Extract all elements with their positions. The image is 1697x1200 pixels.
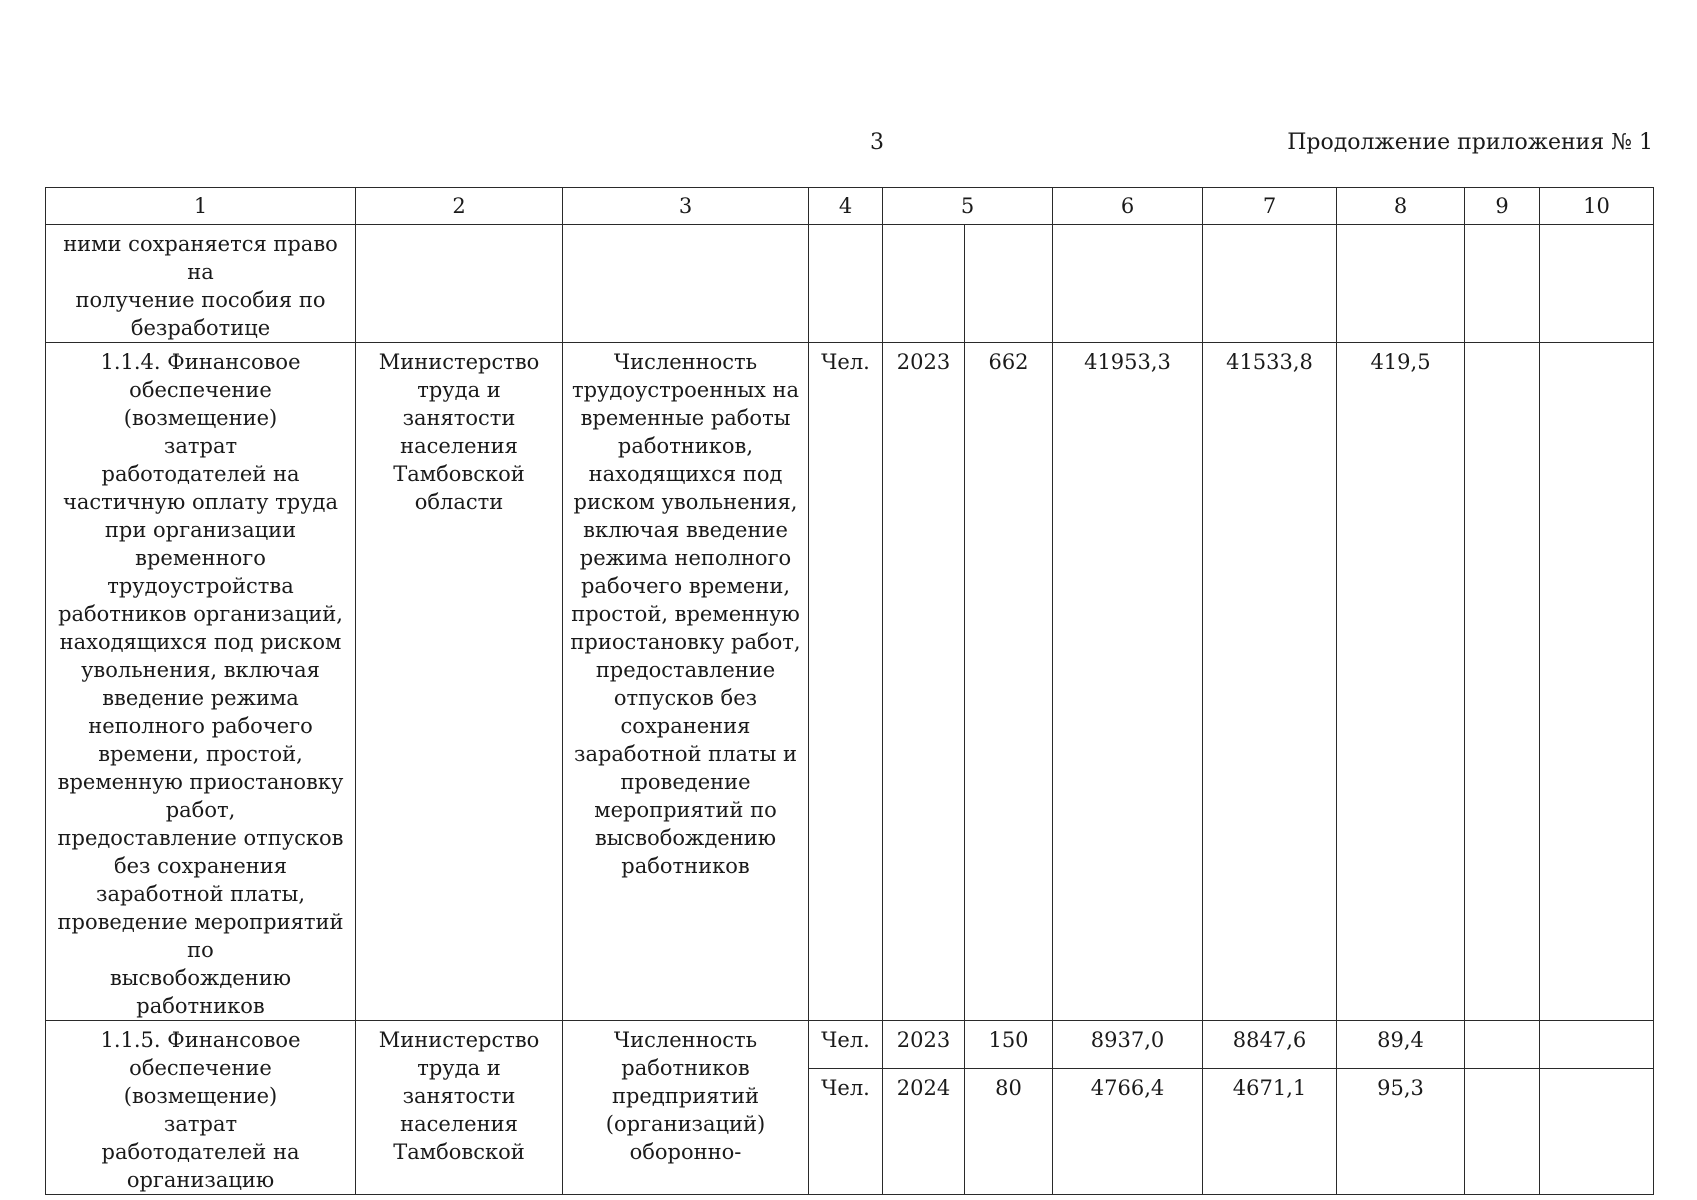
text-line: работников xyxy=(621,854,750,878)
text-line: предприятий xyxy=(611,1084,760,1108)
unit-cell: Чел. xyxy=(809,1021,883,1069)
empty-cell xyxy=(883,225,965,343)
col8-value-cell: 89,4 xyxy=(1337,1021,1465,1069)
measure-description-cell xyxy=(46,343,356,1021)
text-line: временную приостановку xyxy=(57,770,344,794)
col6-value-cell: 8937,0 xyxy=(1053,1021,1203,1069)
empty-cell xyxy=(1540,225,1654,343)
header-cell: 3 xyxy=(563,188,809,225)
text-line: обеспечение (возмещение) xyxy=(123,1056,278,1108)
text-line: затрат xyxy=(163,434,238,458)
empty-cell xyxy=(563,225,809,343)
executor-cell xyxy=(356,1021,563,1195)
header-cell: 8 xyxy=(1337,188,1465,225)
empty-cell xyxy=(1465,225,1540,343)
text-line: предоставление xyxy=(595,658,776,682)
unit-cell: Чел. xyxy=(809,1069,883,1195)
text-line: работодателей на xyxy=(101,1140,300,1164)
col7-value-cell: 41533,8 xyxy=(1203,343,1337,1021)
empty-cell xyxy=(1540,1021,1654,1069)
table-row-continuation xyxy=(46,225,1654,343)
header-cell: 4 xyxy=(809,188,883,225)
data-table xyxy=(45,187,1654,1195)
text-line: Численность xyxy=(613,350,758,374)
text-line: включая введение xyxy=(583,518,788,542)
text-line: проведение мероприятий xyxy=(57,910,344,934)
text-line: организацию xyxy=(126,1168,275,1192)
empty-cell xyxy=(1337,225,1465,343)
text-line: работников, xyxy=(617,434,754,458)
text-line: затрат xyxy=(163,1112,238,1136)
year-cell: 2023 xyxy=(883,343,965,1021)
empty-cell xyxy=(1540,1069,1654,1195)
header-cell: 9 xyxy=(1465,188,1540,225)
year-cell: 2024 xyxy=(883,1069,965,1195)
year-cell: 2023 xyxy=(883,1021,965,1069)
col7-value-cell: 4671,1 xyxy=(1203,1069,1337,1195)
col8-value-cell: 419,5 xyxy=(1337,343,1465,1021)
text-line: Министерство xyxy=(378,350,540,374)
text-line: введение режима xyxy=(102,686,299,710)
text-line: увольнения, включая xyxy=(81,658,320,682)
text-line: заработной платы и xyxy=(573,742,797,766)
table-row-1-1-4 xyxy=(46,343,1654,1021)
executor-cell xyxy=(356,343,563,1021)
text-line: работодателей на xyxy=(101,462,300,486)
header-row xyxy=(46,188,1654,225)
empty-cell xyxy=(809,225,883,343)
header-cell: 5 xyxy=(883,188,1053,225)
appendix-label: Продолжение приложения № 1 xyxy=(1287,130,1653,155)
text-line: отпусков без xyxy=(613,686,758,710)
text-line: находящихся под xyxy=(588,462,783,486)
measure-description-cell xyxy=(46,1021,356,1195)
text-line: (организаций) xyxy=(605,1112,766,1136)
text-line: работ, xyxy=(165,798,236,822)
col7-value-cell: 8847,6 xyxy=(1203,1021,1337,1069)
text-line: предоставление отпусков xyxy=(57,826,344,850)
text-line: населения xyxy=(400,1112,518,1136)
text-line: населения xyxy=(400,434,518,458)
text-line: приостановку работ, xyxy=(570,630,801,654)
count-cell: 662 xyxy=(965,343,1053,1021)
text-line: занятости xyxy=(402,1084,516,1108)
text-line: области xyxy=(414,490,504,514)
header-cell: 1 xyxy=(46,188,356,225)
text-line: Министерство xyxy=(378,1028,540,1052)
text-line: режима неполного xyxy=(579,546,792,570)
text-line: временные работы xyxy=(580,406,791,430)
measure-description-cell xyxy=(46,225,356,343)
text-line: простой, временную xyxy=(571,602,800,626)
count-cell: 80 xyxy=(965,1069,1053,1195)
header-cell: 2 xyxy=(356,188,563,225)
text-line: 1.1.4. Финансовое xyxy=(100,350,301,374)
empty-cell xyxy=(1465,343,1540,1021)
text-line: занятости xyxy=(402,406,516,430)
text-line: 1.1.5. Финансовое xyxy=(100,1028,301,1052)
page-number: 3 xyxy=(870,130,884,155)
header-cell: 10 xyxy=(1540,188,1654,225)
text-line: Тамбовской xyxy=(393,462,525,486)
text-line: высвобождению xyxy=(109,966,291,990)
text-line: мероприятий по xyxy=(594,798,777,822)
empty-cell xyxy=(965,225,1053,343)
text-line: временного xyxy=(135,546,266,570)
text-line: работников организаций, xyxy=(58,602,343,626)
text-line: работников xyxy=(621,1056,750,1080)
text-line: трудоустройства xyxy=(107,574,294,598)
text-line: без сохранения xyxy=(113,854,288,878)
empty-cell xyxy=(1053,225,1203,343)
text-line: проведение xyxy=(620,770,751,794)
indicator-cell xyxy=(563,343,809,1021)
text-line: риском увольнения, xyxy=(573,490,798,514)
table-row-1-1-5 xyxy=(46,1021,1654,1069)
text-line: обеспечение (возмещение) xyxy=(123,378,278,430)
col6-value-cell: 4766,4 xyxy=(1053,1069,1203,1195)
text-line: при организации xyxy=(104,518,297,542)
text-line: находящихся под риском xyxy=(59,630,342,654)
text-line: по xyxy=(187,938,214,962)
text-line: безработице xyxy=(130,316,271,340)
text-line: Численность xyxy=(613,1028,758,1052)
text-line: заработной платы, xyxy=(95,882,305,906)
count-cell: 150 xyxy=(965,1021,1053,1069)
text-line: высвобождению xyxy=(594,826,776,850)
empty-cell xyxy=(1465,1069,1540,1195)
unit-cell: Чел. xyxy=(809,343,883,1021)
text-line: частичную оплату труда xyxy=(63,490,338,514)
text-line: получение пособия по xyxy=(75,288,326,312)
text-line: сохранения xyxy=(620,714,751,738)
empty-cell xyxy=(1540,343,1654,1021)
text-line: рабочего времени, xyxy=(580,574,790,598)
indicator-cell xyxy=(563,1021,809,1195)
header-cell: 7 xyxy=(1203,188,1337,225)
empty-cell xyxy=(356,225,563,343)
header-cell: 6 xyxy=(1053,188,1203,225)
text-line: неполного рабочего xyxy=(88,714,313,738)
empty-cell xyxy=(1203,225,1337,343)
text-line: ними сохраняется право на xyxy=(63,232,338,284)
col8-value-cell: 95,3 xyxy=(1337,1069,1465,1195)
col6-value-cell: 41953,3 xyxy=(1053,343,1203,1021)
text-line: труда и xyxy=(417,378,501,402)
empty-cell xyxy=(1465,1021,1540,1069)
text-line: трудоустроенных на xyxy=(572,378,799,402)
text-line: Тамбовской xyxy=(393,1140,525,1164)
text-line: оборонно- xyxy=(629,1140,742,1164)
text-line: работников xyxy=(136,994,265,1018)
text-line: труда и xyxy=(417,1056,501,1080)
text-line: времени, простой, xyxy=(98,742,303,766)
